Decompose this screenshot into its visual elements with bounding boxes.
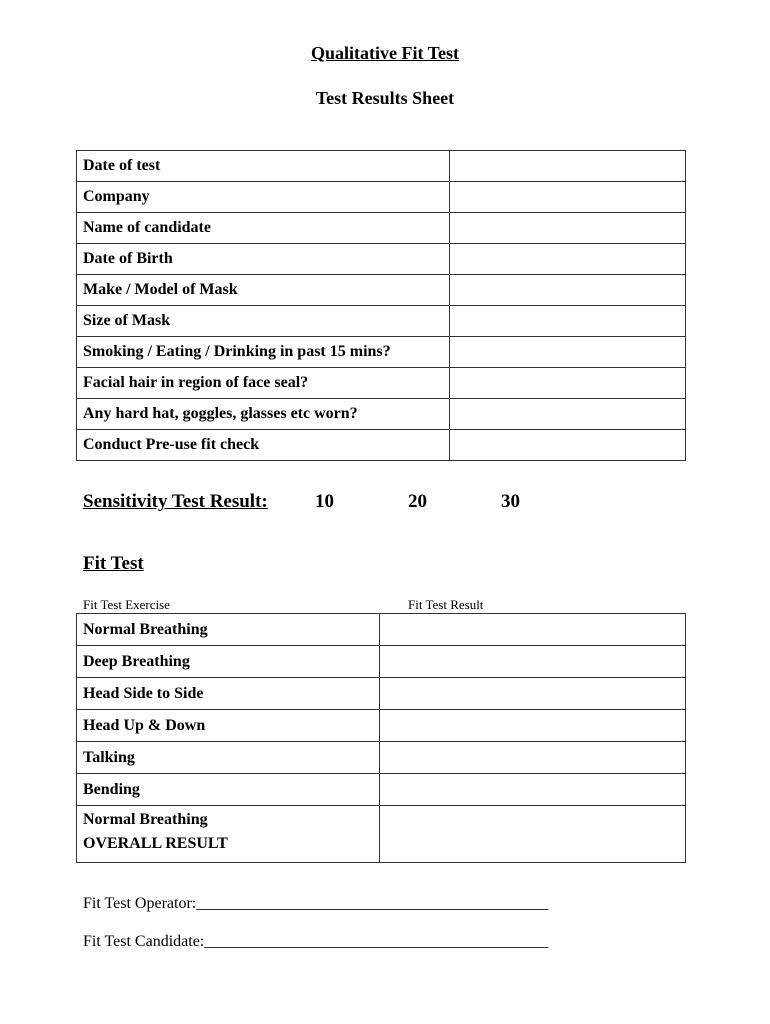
table-row (77, 244, 686, 275)
exercise-label: Head Side to Side (77, 678, 380, 710)
row-label: Company (77, 182, 450, 213)
sensitivity-option-20[interactable]: 20 (408, 491, 427, 512)
result-cell[interactable] (380, 614, 686, 646)
table-row (77, 430, 686, 461)
value-cell[interactable] (450, 151, 686, 182)
table-row (77, 742, 686, 774)
table-row (77, 678, 686, 710)
row-label: Any hard hat, goggles, glasses etc worn? (77, 399, 450, 430)
row-label: Make / Model of Mask (77, 275, 450, 306)
row-label: Facial hair in region of face seal? (77, 368, 450, 399)
table-row (77, 182, 686, 213)
row-label: Date of test (77, 151, 450, 182)
table-row (77, 399, 686, 430)
exercise-label: Normal Breathing (77, 614, 380, 646)
exercise-label: Normal Breathing (83, 811, 208, 828)
table-row (77, 774, 686, 806)
value-cell[interactable] (450, 368, 686, 399)
sensitivity-option-30[interactable]: 30 (501, 491, 520, 512)
value-cell[interactable] (450, 244, 686, 275)
table-row (77, 646, 686, 678)
value-cell[interactable] (450, 275, 686, 306)
row-label: Date of Birth (77, 244, 450, 275)
exercise-label: Talking (77, 742, 380, 774)
table-row (77, 710, 686, 742)
result-cell[interactable] (380, 806, 686, 863)
candidate-signature-line[interactable]: Fit Test Candidate:___________________________________________ (83, 933, 549, 950)
column-header-result: Fit Test Result (408, 597, 484, 612)
operator-signature-line[interactable]: Fit Test Operator:____________________________________________ (83, 895, 549, 912)
exercise-label: Bending (77, 774, 380, 806)
column-header-exercise: Fit Test Exercise (83, 597, 170, 612)
details-table (76, 150, 686, 461)
result-cell[interactable] (380, 646, 686, 678)
document-title: Qualitative Fit Test (311, 43, 459, 63)
row-label: Name of candidate (77, 213, 450, 244)
table-row (77, 306, 686, 337)
document-subtitle: Test Results Sheet (315, 88, 455, 108)
fit-test-table (76, 613, 686, 863)
row-label: Conduct Pre-use fit check (77, 430, 450, 461)
value-cell[interactable] (450, 213, 686, 244)
value-cell[interactable] (450, 399, 686, 430)
value-cell[interactable] (450, 306, 686, 337)
value-cell[interactable] (450, 182, 686, 213)
result-cell[interactable] (380, 774, 686, 806)
table-row (77, 368, 686, 399)
sensitivity-label: Sensitivity Test Result: (83, 491, 268, 512)
exercise-label: Head Up & Down (77, 710, 380, 742)
table-row (77, 337, 686, 368)
table-row (77, 151, 686, 182)
overall-result-label: OVERALL RESULT (83, 835, 228, 852)
result-cell[interactable] (380, 710, 686, 742)
exercise-label-group (77, 806, 380, 863)
sensitivity-option-10[interactable]: 10 (315, 491, 334, 512)
value-cell[interactable] (450, 337, 686, 368)
row-label: Size of Mask (77, 306, 450, 337)
row-label: Smoking / Eating / Drinking in past 15 mins? (77, 337, 450, 368)
value-cell[interactable] (450, 430, 686, 461)
table-row (77, 806, 686, 863)
exercise-label: Deep Breathing (77, 646, 380, 678)
table-row (77, 614, 686, 646)
table-row (77, 275, 686, 306)
fit-test-heading: Fit Test (83, 553, 144, 574)
result-cell[interactable] (380, 678, 686, 710)
table-row (77, 213, 686, 244)
result-cell[interactable] (380, 742, 686, 774)
